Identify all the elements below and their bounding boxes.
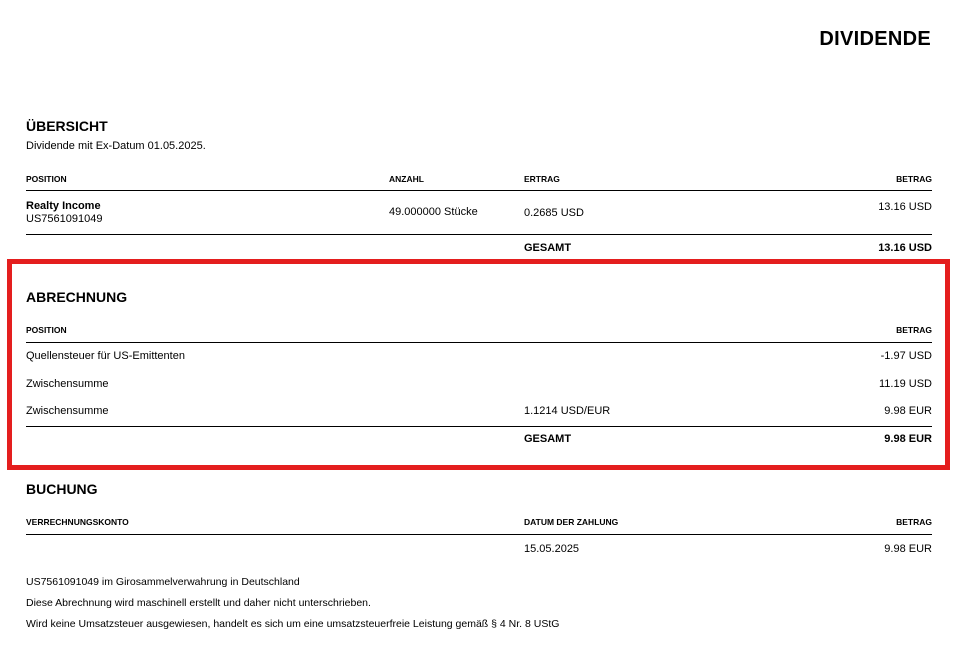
settlement-row-label: Zwischensumme [26,378,109,390]
settlement-row-amount: 9.98 EUR [884,405,932,417]
position-amount: 13.16 USD [878,201,932,213]
settlement-row-rate: 1.1214 USD/EUR [524,405,611,417]
footer-line: Wird keine Umsatzsteuer ausgewiesen, handelt es sich um eine umsatzsteuerfreie Leistung gemäß § 4 Nr. 8 UStG [26,618,560,630]
position-quantity: 49.000000 Stücke [389,206,478,218]
overview-total-label: GESAMT [524,242,572,254]
booking-amount: 9.98 EUR [884,543,932,555]
footer-line: US7561091049 im Girosammelverwahrung in Deutschland [26,576,300,588]
overview-heading: ÜBERSICHT [26,118,108,134]
settlement-total-label: GESAMT [524,433,572,445]
booking-payment-date: 15.05.2025 [524,543,580,555]
booking-header-amount: BETRAG [896,517,932,527]
overview-header-quantity: ANZAHL [389,174,424,184]
booking-heading: BUCHUNG [26,481,98,497]
settlement-highlight-box [7,259,950,470]
overview-total-rule [26,234,932,235]
settlement-row-label: Zwischensumme [26,405,109,417]
settlement-header-position: POSITION [26,325,67,335]
settlement-header-amount: BETRAG [896,325,932,335]
position-yield: 0.2685 USD [524,207,584,219]
booking-header-payment-date: DATUM DER ZAHLUNG [524,517,619,527]
overview-header-rule [26,190,932,191]
overview-subtitle: Dividende mit Ex-Datum 01.05.2025. [26,140,206,152]
settlement-total-amount: 9.98 EUR [884,433,932,445]
settlement-total-rule [26,426,932,427]
settlement-row-label: Quellensteuer für US-Emittenten [26,350,185,362]
overview-header-amount: BETRAG [896,174,932,184]
overview-header-yield: ERTRAG [524,174,560,184]
footer-line: Diese Abrechnung wird maschinell erstellt und daher nicht unterschrieben. [26,597,371,609]
overview-header-position: POSITION [26,174,67,184]
position-isin: US7561091049 [26,213,103,225]
booking-header-account: VERRECHNUNGSKONTO [26,517,129,527]
settlement-header-rule [26,342,932,343]
booking-header-rule [26,534,932,535]
settlement-row-amount: 11.19 USD [879,378,932,390]
settlement-row-amount: -1.97 USD [880,350,932,362]
overview-total-amount: 13.16 USD [878,242,932,254]
position-name: Realty Income [26,200,101,212]
document-title: DIVIDENDE [819,28,931,50]
settlement-heading: ABRECHNUNG [26,289,128,305]
